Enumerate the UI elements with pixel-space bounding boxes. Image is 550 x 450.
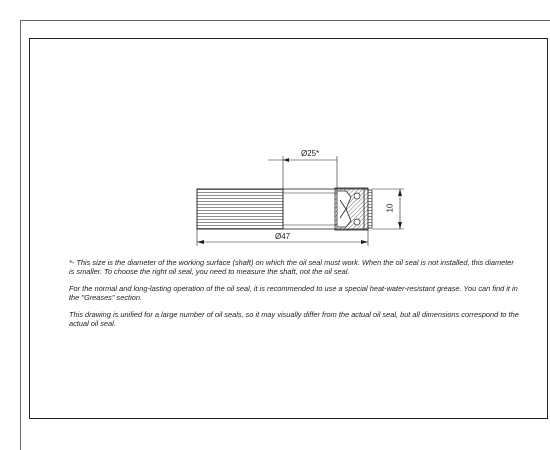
width-label: 10 bbox=[385, 203, 395, 213]
note-unified-drawing: This drawing is unified for a large number of oil seals, so it may visually differ from the actual oil seal, but all dimensions correspond to the actual oil seal. bbox=[69, 309, 519, 329]
note-shaft-size: *- This size is the diameter of the working surface (shaft) on which the oil seal must work. When the oil seal is not installed, this diameter is smaller. To choose the right oil seal, you need to measure the shaft, not the oil seal. bbox=[69, 258, 514, 277]
shaft-diameter-label: Ø25* bbox=[301, 149, 320, 158]
outer-diameter-label: Ø47 bbox=[275, 232, 291, 241]
notes-block bbox=[69, 258, 519, 335]
note-grease: For the normal and long-lasting operation of the oil seal, it is recommended to use a special heat-water-resistant grease. You can find it in the "Greases" section. bbox=[69, 283, 518, 303]
seal-lip-section bbox=[335, 188, 372, 230]
dimension-shaft-diameter bbox=[268, 156, 337, 193]
